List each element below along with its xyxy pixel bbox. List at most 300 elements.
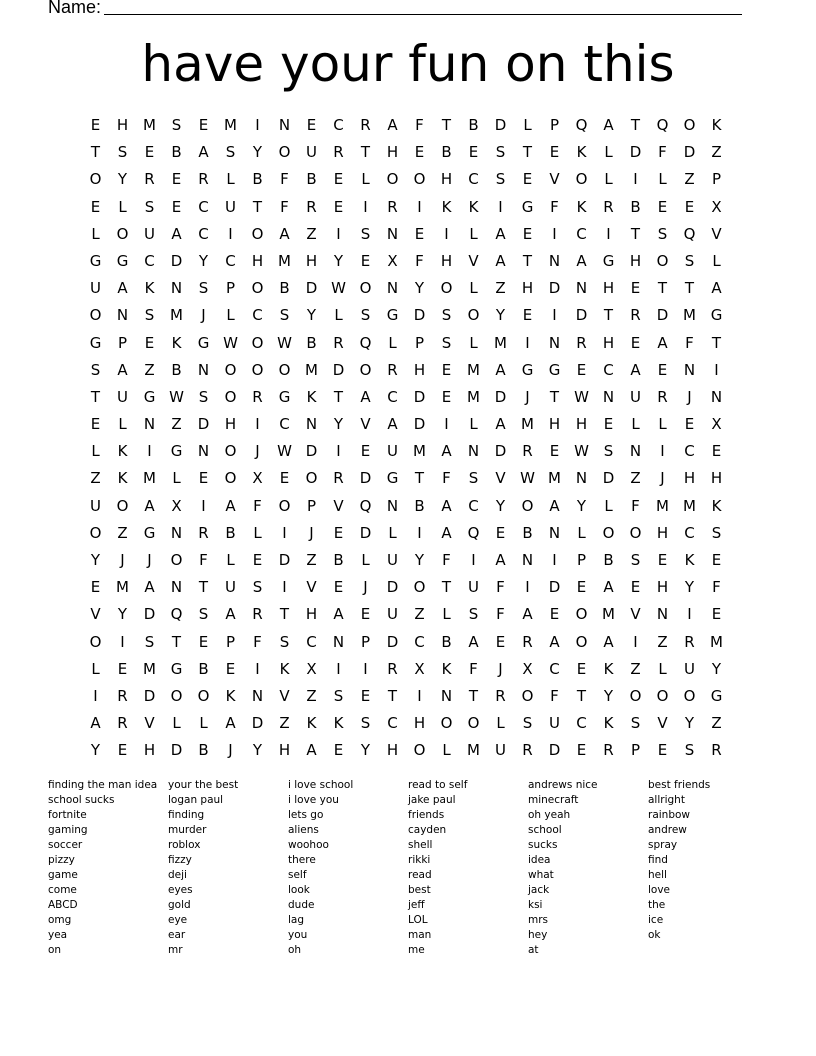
grid-letter: I <box>255 415 260 434</box>
grid-letter: D <box>251 714 264 733</box>
grid-letter: E <box>360 442 371 461</box>
grid-letter: R <box>522 632 533 651</box>
grid-letter: M <box>548 469 561 488</box>
grid-letter: S <box>468 469 479 488</box>
grid-letter: E <box>333 523 344 542</box>
word-item: finding <box>168 809 205 821</box>
grid-letter: G <box>710 686 723 705</box>
grid-row <box>82 166 730 193</box>
grid-letter: K <box>225 686 236 705</box>
grid-letter: B <box>225 523 236 542</box>
grid-letter: I <box>552 306 557 325</box>
word-item: LOL <box>408 914 428 926</box>
grid-letter: J <box>525 387 530 406</box>
word-item: i love school <box>288 779 354 791</box>
grid-letter: T <box>441 116 452 134</box>
grid-letter: D <box>386 578 399 597</box>
grid-row <box>82 465 730 492</box>
grid-letter: Y <box>90 741 101 760</box>
word-item: jake paul <box>408 794 456 806</box>
word-column <box>168 778 288 958</box>
grid-letter: E <box>171 197 182 216</box>
grid-letter: E <box>495 632 506 651</box>
grid-letter: N <box>548 251 561 270</box>
grid-letter: D <box>602 469 615 488</box>
grid-letter: F <box>253 632 262 651</box>
grid-letter: E <box>657 551 668 569</box>
grid-letter: Z <box>414 605 425 624</box>
grid-letter: D <box>494 442 507 461</box>
grid-letter: J <box>687 387 692 406</box>
grid-letter: I <box>471 551 476 569</box>
grid-letter: E <box>360 605 371 624</box>
grid-letter: L <box>631 415 640 434</box>
grid-letter: D <box>359 523 372 542</box>
grid-letter: E <box>522 170 533 189</box>
grid-letter: H <box>305 251 318 270</box>
grid-letter: K <box>576 143 587 162</box>
word-item: murder <box>168 824 207 836</box>
grid-letter: O <box>197 686 210 705</box>
grid-letter: H <box>305 605 318 624</box>
grid-row <box>82 384 730 411</box>
word-item: aliens <box>288 824 319 836</box>
grid-letter: A <box>306 741 317 760</box>
word-item: friends <box>408 809 445 821</box>
grid-letter: G <box>278 387 291 406</box>
grid-letter: Z <box>630 659 641 678</box>
grid-letter: E <box>333 170 344 189</box>
grid-letter: K <box>144 279 155 298</box>
grid-letter: N <box>386 224 399 243</box>
grid-letter: H <box>440 251 453 270</box>
grid-letter: N <box>386 279 399 298</box>
grid-row <box>82 710 730 737</box>
word-item: you <box>288 929 308 941</box>
grid-letter: E <box>684 197 695 216</box>
grid-letter: T <box>90 143 101 162</box>
grid-letter: E <box>144 143 155 162</box>
grid-letter: R <box>603 197 614 216</box>
grid-letter: K <box>333 714 344 733</box>
grid-letter: S <box>225 143 236 162</box>
grid-letter: N <box>467 442 480 461</box>
grid-letter: W <box>277 442 292 461</box>
grid-letter: A <box>198 143 209 162</box>
grid-letter: L <box>91 659 100 678</box>
grid-letter: C <box>576 224 587 243</box>
grid-letter: D <box>683 143 696 162</box>
grid-letter: A <box>549 632 560 651</box>
grid-row <box>82 411 730 438</box>
grid-letter: R <box>306 197 317 216</box>
grid-letter: U <box>684 659 695 678</box>
grid-letter: R <box>657 387 668 406</box>
grid-letter: N <box>656 605 669 624</box>
grid-letter: M <box>467 387 480 406</box>
grid-letter: F <box>550 197 559 216</box>
grid-letter: M <box>683 306 696 325</box>
word-item: allright <box>648 794 685 806</box>
grid-letter: A <box>495 551 506 569</box>
grid-letter: B <box>171 360 182 379</box>
grid-row <box>82 601 730 628</box>
grid-letter: Y <box>414 551 425 569</box>
grid-letter: N <box>143 415 156 434</box>
word-item: sucks <box>528 839 558 851</box>
name-field <box>48 0 101 18</box>
grid-letter: A <box>117 279 128 298</box>
grid-letter: E <box>117 659 128 678</box>
grid-letter: D <box>170 251 183 270</box>
grid-letter: H <box>440 170 453 189</box>
grid-letter: R <box>387 197 398 216</box>
grid-letter: P <box>711 170 722 189</box>
grid-row <box>82 248 730 275</box>
grid-letter: N <box>386 496 399 515</box>
grid-letter: A <box>441 442 452 461</box>
word-item: yea <box>48 929 68 941</box>
grid-letter: F <box>442 469 451 488</box>
grid-letter: O <box>656 686 669 705</box>
grid-letter: E <box>441 387 452 406</box>
grid-letter: S <box>252 578 263 597</box>
grid-letter: L <box>604 143 613 162</box>
grid-letter: L <box>226 551 235 569</box>
grid-letter: E <box>576 578 587 597</box>
grid-letter: K <box>441 197 452 216</box>
word-item: look <box>288 884 310 896</box>
grid-letter: J <box>228 741 233 760</box>
grid-letter: A <box>468 632 479 651</box>
grid-letter: O <box>116 224 129 243</box>
grid-letter: B <box>171 143 182 162</box>
grid-letter: C <box>684 442 695 461</box>
grid-letter: S <box>333 686 344 705</box>
grid-letter: C <box>279 415 290 434</box>
grid-letter: E <box>414 224 425 243</box>
grid-letter: R <box>603 741 614 760</box>
grid-letter: I <box>633 632 638 651</box>
grid-letter: I <box>417 523 422 542</box>
grid-letter: G <box>386 469 399 488</box>
word-bank <box>48 778 788 958</box>
word-item: ksi <box>528 899 543 911</box>
grid-letter: K <box>306 714 317 733</box>
grid-letter: B <box>333 551 344 569</box>
grid-letter: U <box>387 605 398 624</box>
grid-letter: S <box>441 306 452 325</box>
grid-letter: Z <box>306 686 317 705</box>
grid-letter: P <box>576 551 587 569</box>
grid-letter: E <box>576 360 587 379</box>
grid-letter: L <box>577 523 586 542</box>
grid-letter: O <box>629 523 642 542</box>
grid-letter: K <box>468 197 479 216</box>
word-item: deji <box>168 869 187 881</box>
grid-letter: A <box>495 251 506 270</box>
grid-letter: W <box>574 442 589 461</box>
grid-letter: Y <box>306 306 317 325</box>
grid-letter: E <box>90 578 101 597</box>
word-item: school sucks <box>48 794 115 806</box>
grid-letter: O <box>575 170 588 189</box>
grid-letter: P <box>225 279 236 298</box>
grid-letter: J <box>201 306 206 325</box>
grid-letter: I <box>660 442 665 461</box>
grid-letter: D <box>170 741 183 760</box>
grid-letter: E <box>441 360 452 379</box>
grid-letter: E <box>360 251 371 270</box>
grid-letter: I <box>255 659 260 678</box>
grid-row <box>82 438 730 465</box>
grid-letter: H <box>521 279 534 298</box>
grid-letter: N <box>170 578 183 597</box>
grid-letter: K <box>171 333 182 352</box>
grid-letter: O <box>224 360 237 379</box>
grid-letter: E <box>522 224 533 243</box>
grid-letter: I <box>282 578 287 597</box>
grid-letter: I <box>120 632 125 651</box>
grid-letter: I <box>633 170 638 189</box>
grid-letter: Q <box>467 523 480 542</box>
word-column <box>648 778 768 958</box>
grid-letter: U <box>630 387 641 406</box>
grid-letter: B <box>198 659 209 678</box>
grid-letter: N <box>332 632 345 651</box>
grid-letter: A <box>603 632 614 651</box>
word-item: come <box>48 884 77 896</box>
grid-letter: Z <box>495 279 506 298</box>
grid-letter: Y <box>603 686 614 705</box>
grid-row <box>82 737 730 764</box>
grid-letter: A <box>171 224 182 243</box>
grid-letter: A <box>387 116 398 134</box>
word-item: there <box>288 854 316 866</box>
grid-letter: Z <box>657 632 668 651</box>
grid-letter: L <box>199 714 208 733</box>
grid-letter: S <box>657 224 668 243</box>
word-item: omg <box>48 914 72 926</box>
word-item: andrew <box>648 824 687 836</box>
grid-letter: H <box>413 714 426 733</box>
grid-letter: L <box>91 442 100 461</box>
grid-letter: W <box>520 469 535 488</box>
grid-letter: A <box>333 605 344 624</box>
grid-letter: M <box>494 333 507 352</box>
grid-letter: S <box>630 551 641 569</box>
grid-letter: S <box>360 224 371 243</box>
grid-row <box>82 683 730 710</box>
grid-letter: A <box>495 360 506 379</box>
grid-letter: J <box>255 442 260 461</box>
grid-letter: E <box>657 360 668 379</box>
grid-letter: V <box>144 714 155 733</box>
grid-letter: E <box>90 197 101 216</box>
word-item: man <box>408 929 432 941</box>
grid-letter: D <box>413 387 426 406</box>
grid-letter: N <box>170 279 183 298</box>
word-item: hell <box>648 869 667 881</box>
grid-letter: T <box>198 578 209 597</box>
grid-letter: T <box>630 116 641 134</box>
grid-letter: T <box>171 632 182 651</box>
word-column <box>288 778 408 958</box>
grid-letter: D <box>278 551 291 569</box>
word-item: eyes <box>168 884 193 896</box>
grid-letter: V <box>630 605 641 624</box>
grid-letter: Y <box>684 578 695 597</box>
grid-letter: L <box>469 415 478 434</box>
grid-letter: Q <box>359 333 372 352</box>
grid-letter: I <box>552 224 557 243</box>
grid-letter: L <box>658 415 667 434</box>
word-item: game <box>48 869 78 881</box>
grid-letter: Q <box>575 116 588 134</box>
grid-letter: L <box>226 306 235 325</box>
grid-letter: K <box>306 387 317 406</box>
grid-letter: Z <box>711 714 722 733</box>
word-item: jack <box>528 884 550 896</box>
grid-letter: N <box>521 551 534 569</box>
grid-letter: I <box>525 333 530 352</box>
word-item: minecraft <box>528 794 579 806</box>
grid-letter: G <box>116 251 129 270</box>
grid-letter: K <box>603 659 614 678</box>
grid-letter: O <box>413 741 426 760</box>
grid-letter: E <box>171 170 182 189</box>
grid-letter: O <box>278 143 291 162</box>
grid-letter: E <box>198 116 209 134</box>
grid-letter: S <box>522 714 533 733</box>
word-column <box>48 778 168 958</box>
grid-letter: O <box>89 170 102 189</box>
grid-letter: H <box>602 333 615 352</box>
grid-letter: S <box>198 605 209 624</box>
grid-letter: S <box>144 197 155 216</box>
grid-letter: Y <box>576 496 587 515</box>
grid-letter: I <box>336 224 341 243</box>
grid-letter: O <box>224 387 237 406</box>
grid-letter: L <box>361 551 370 569</box>
word-item: oh yeah <box>528 809 571 821</box>
grid-letter: Z <box>171 415 182 434</box>
grid-letter: E <box>711 605 722 624</box>
grid-letter: N <box>710 387 723 406</box>
grid-letter: G <box>89 333 102 352</box>
grid-letter: E <box>657 197 668 216</box>
grid-letter: O <box>116 496 129 515</box>
grid-letter: U <box>90 279 101 298</box>
grid-row <box>82 330 730 357</box>
grid-letter: Y <box>684 714 695 733</box>
grid-letter: E <box>333 578 344 597</box>
grid-letter: L <box>388 523 397 542</box>
grid-letter: Y <box>252 741 263 760</box>
grid-letter: T <box>630 224 641 243</box>
grid-letter: R <box>522 741 533 760</box>
grid-letter: D <box>629 143 642 162</box>
grid-letter: Y <box>90 551 101 569</box>
grid-letter: L <box>469 224 478 243</box>
grid-letter: V <box>360 415 371 434</box>
grid-letter: C <box>468 496 479 515</box>
grid-letter: I <box>363 659 368 678</box>
grid-letter: O <box>224 442 237 461</box>
grid-letter: R <box>711 741 722 760</box>
grid-letter: T <box>549 387 560 406</box>
grid-letter: E <box>684 415 695 434</box>
grid-letter: V <box>549 170 560 189</box>
grid-letter: U <box>468 578 479 597</box>
grid-letter: T <box>522 143 533 162</box>
word-item: gaming <box>48 824 88 836</box>
word-column <box>528 778 648 958</box>
grid-letter: M <box>116 578 129 597</box>
grid-letter: N <box>575 469 588 488</box>
grid-letter: E <box>279 469 290 488</box>
grid-letter: L <box>658 659 667 678</box>
grid-letter: V <box>657 714 668 733</box>
grid-letter: B <box>252 170 263 189</box>
grid-letter: D <box>494 387 507 406</box>
grid-letter: E <box>576 659 587 678</box>
grid-letter: T <box>360 143 371 162</box>
grid-letter: I <box>336 659 341 678</box>
grid-letter: W <box>223 333 238 352</box>
grid-letter: T <box>252 197 263 216</box>
grid-letter: Y <box>333 415 344 434</box>
grid-letter: O <box>575 632 588 651</box>
grid-letter: X <box>252 469 263 488</box>
grid-letter: L <box>523 116 532 134</box>
grid-letter: K <box>441 659 452 678</box>
grid-letter: V <box>333 496 344 515</box>
grid-letter: O <box>521 686 534 705</box>
grid-letter: S <box>198 279 209 298</box>
grid-letter: N <box>548 523 561 542</box>
grid-row <box>82 112 730 139</box>
grid-letter: P <box>117 333 128 352</box>
grid-letter: P <box>225 632 236 651</box>
grid-letter: G <box>386 306 399 325</box>
grid-letter: G <box>143 387 156 406</box>
grid-letter: H <box>386 143 399 162</box>
grid-letter: Y <box>414 279 425 298</box>
grid-letter: F <box>253 496 262 515</box>
grid-letter: E <box>90 415 101 434</box>
word-item: at <box>528 944 539 956</box>
grid-letter: E <box>198 632 209 651</box>
grid-letter: N <box>251 686 264 705</box>
word-item: idea <box>528 854 551 866</box>
grid-letter: L <box>172 469 181 488</box>
grid-letter: W <box>574 387 589 406</box>
grid-letter: K <box>684 551 695 569</box>
grid-letter: L <box>172 714 181 733</box>
grid-letter: H <box>143 741 156 760</box>
grid-letter: O <box>170 551 183 569</box>
grid-letter: L <box>334 306 343 325</box>
grid-letter: H <box>386 741 399 760</box>
grid-letter: V <box>468 251 479 270</box>
grid-letter: E <box>603 415 614 434</box>
grid-letter: S <box>117 143 128 162</box>
grid-letter: A <box>657 333 668 352</box>
word-item: finding the man idea <box>48 779 158 791</box>
grid-letter: M <box>710 632 723 651</box>
word-item: fizzy <box>168 854 192 866</box>
